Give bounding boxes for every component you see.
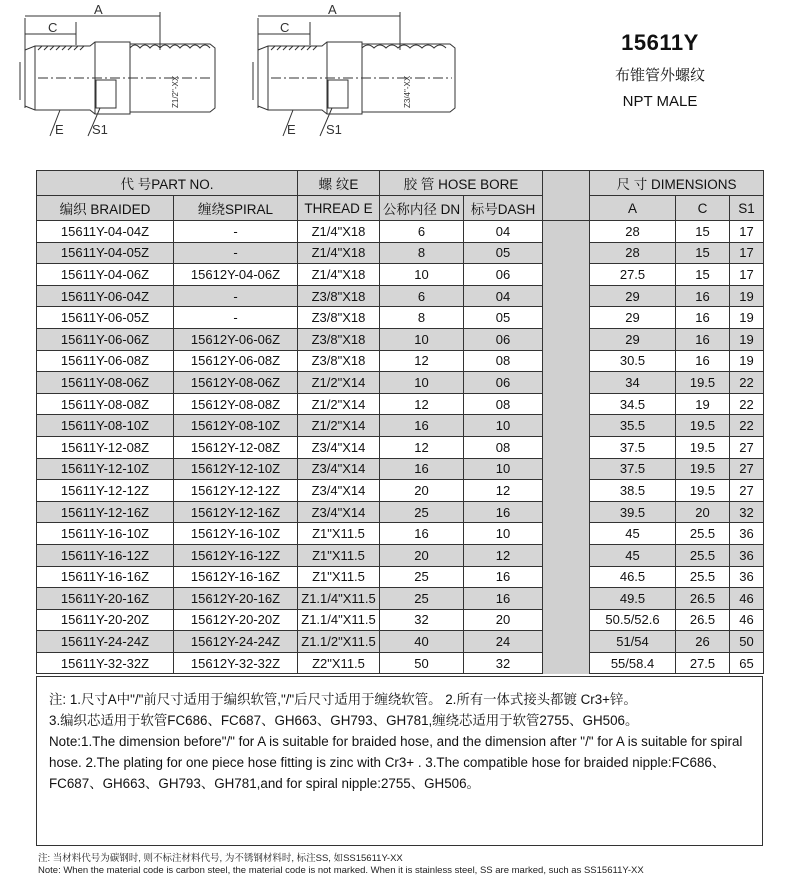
cell-dn: 10: [380, 328, 464, 350]
header-thread-e: THREAD E: [298, 196, 380, 221]
cell-spiral: -: [174, 307, 298, 329]
table-row: [37, 588, 764, 610]
cell-spiral: 15612Y-08-10Z: [174, 415, 298, 437]
cell-dash: 06: [464, 264, 543, 286]
cell-dn: 50: [380, 652, 464, 674]
table-row: [37, 307, 764, 329]
cell-c: 20: [676, 501, 730, 523]
cell-spiral: 15612Y-20-16Z: [174, 588, 298, 610]
header-dn: 公称内径 DN: [380, 196, 464, 221]
cell-thread: Z3/4"X14: [298, 501, 380, 523]
cell-gap: [543, 544, 590, 566]
cell-thread: Z3/8"X18: [298, 285, 380, 307]
cell-c: 27.5: [676, 652, 730, 674]
dim-a-label-2: A: [328, 2, 337, 17]
table-row: [37, 652, 764, 674]
cell-thread: Z3/8"X18: [298, 307, 380, 329]
cell-braided: 15611Y-04-06Z: [37, 264, 174, 286]
table-row: [37, 501, 764, 523]
footer-note-en: Note: When the material code is carbon steel, the material code is not marked. When it is stainless steel, SS are marked, such as SS15611Y-XX: [38, 865, 644, 876]
cell-braided: 15611Y-06-08Z: [37, 350, 174, 372]
cell-spiral: 15612Y-08-06Z: [174, 372, 298, 394]
cell-s1: 17: [730, 221, 764, 243]
cell-s1: 27: [730, 480, 764, 502]
header-spiral: 缠绕SPIRAL: [174, 196, 298, 221]
cell-gap: [543, 221, 590, 243]
cell-gap: [543, 566, 590, 588]
cell-c: 25.5: [676, 566, 730, 588]
cell-thread: Z1/4"X18: [298, 264, 380, 286]
cell-braided: 15611Y-04-04Z: [37, 221, 174, 243]
cell-c: 15: [676, 221, 730, 243]
cell-a: 29: [590, 285, 676, 307]
cell-s1: 36: [730, 523, 764, 545]
cell-thread: Z3/8"X18: [298, 350, 380, 372]
cell-braided: 15611Y-04-05Z: [37, 242, 174, 264]
cell-thread: Z1/4"X18: [298, 221, 380, 243]
cell-dash: 10: [464, 415, 543, 437]
table-row: [37, 631, 764, 653]
cell-dn: 16: [380, 458, 464, 480]
cell-gap: [543, 285, 590, 307]
cell-a: 50.5/52.6: [590, 609, 676, 631]
cell-dn: 20: [380, 480, 464, 502]
cell-s1: 27: [730, 458, 764, 480]
cell-gap: [543, 393, 590, 415]
footer-note-cn: 注: 当材料代号为碳钢时, 则不标注材料代号, 为不锈钢材料时, 标注SS, 如SS15611Y-XX: [38, 853, 403, 864]
cell-braided: 15611Y-16-16Z: [37, 566, 174, 588]
cell-dn: 25: [380, 588, 464, 610]
cell-dn: 20: [380, 544, 464, 566]
cell-dash: 08: [464, 436, 543, 458]
table-row: [37, 436, 764, 458]
cell-thread: Z1/4"X18: [298, 242, 380, 264]
cell-a: 45: [590, 544, 676, 566]
cell-thread: Z1.1/4"X11.5: [298, 609, 380, 631]
cell-spiral: 15612Y-04-06Z: [174, 264, 298, 286]
cell-dn: 12: [380, 436, 464, 458]
cell-c: 19.5: [676, 436, 730, 458]
cell-spiral: 15612Y-20-20Z: [174, 609, 298, 631]
header-braided: 编织 BRAIDED: [37, 196, 174, 221]
cell-spiral: 15612Y-06-06Z: [174, 328, 298, 350]
cell-a: 55/58.4: [590, 652, 676, 674]
table-row: [37, 221, 764, 243]
cell-thread: Z3/8"X18: [298, 328, 380, 350]
table-row: [37, 285, 764, 307]
cell-dash: 12: [464, 544, 543, 566]
cell-c: 26.5: [676, 588, 730, 610]
cell-dn: 40: [380, 631, 464, 653]
product-name-cn: 布锥管外螺纹: [614, 67, 705, 84]
cell-spiral: -: [174, 221, 298, 243]
table-row: [37, 242, 764, 264]
cell-c: 16: [676, 328, 730, 350]
cell-c: 16: [676, 307, 730, 329]
spiral-thread-label: Z3/4"-XX: [403, 75, 412, 108]
header-c: C: [676, 196, 730, 221]
cell-gap: [543, 588, 590, 610]
cell-braided: 15611Y-16-12Z: [37, 544, 174, 566]
cell-thread: Z1/2"X14: [298, 393, 380, 415]
cell-s1: 65: [730, 652, 764, 674]
cell-dash: 10: [464, 458, 543, 480]
cell-spiral: 15612Y-06-08Z: [174, 350, 298, 372]
header-thread-cn: 螺 纹E: [298, 171, 380, 196]
cell-braided: 15611Y-12-10Z: [37, 458, 174, 480]
cell-thread: Z1"X11.5: [298, 544, 380, 566]
cell-a: 30.5: [590, 350, 676, 372]
cell-dash: 20: [464, 609, 543, 631]
cell-dash: 06: [464, 372, 543, 394]
table-row: [37, 328, 764, 350]
cell-gap: [543, 415, 590, 437]
cell-c: 19.5: [676, 480, 730, 502]
fitting-drawings: [0, 0, 540, 160]
cell-s1: 19: [730, 307, 764, 329]
header-dash: 标号DASH: [464, 196, 543, 221]
table-row: [37, 609, 764, 631]
cell-gap: [543, 523, 590, 545]
cell-spiral: 15612Y-12-12Z: [174, 480, 298, 502]
cell-braided: 15611Y-20-20Z: [37, 609, 174, 631]
cell-braided: 15611Y-12-12Z: [37, 480, 174, 502]
table-row: [37, 458, 764, 480]
cell-s1: 19: [730, 285, 764, 307]
dim-s1-label-2: S1: [326, 122, 342, 137]
cell-gap: [543, 264, 590, 286]
cell-s1: 50: [730, 631, 764, 653]
cell-braided: 15611Y-16-10Z: [37, 523, 174, 545]
note-cn-line-2: 3.编织芯适用于软管FC686、FC687、GH663、GH793、GH781,缠绕芯适用于软管2755、GH506。: [49, 713, 639, 728]
cell-c: 16: [676, 350, 730, 372]
cell-a: 49.5: [590, 588, 676, 610]
cell-s1: 17: [730, 264, 764, 286]
cell-thread: Z3/4"X14: [298, 436, 380, 458]
cell-a: 38.5: [590, 480, 676, 502]
table-row: [37, 264, 764, 286]
cell-dn: 8: [380, 307, 464, 329]
dim-c-label-2: C: [280, 20, 290, 35]
cell-c: 25.5: [676, 544, 730, 566]
cell-dash: 08: [464, 393, 543, 415]
cell-braided: 15611Y-06-04Z: [37, 285, 174, 307]
table-row: [37, 393, 764, 415]
cell-gap: [543, 501, 590, 523]
header-gap: [543, 171, 590, 221]
cell-dn: 10: [380, 372, 464, 394]
cell-s1: 17: [730, 242, 764, 264]
cell-gap: [543, 242, 590, 264]
table-row: [37, 544, 764, 566]
cell-s1: 32: [730, 501, 764, 523]
cell-gap: [543, 652, 590, 674]
cell-thread: Z3/4"X14: [298, 458, 380, 480]
cell-dash: 24: [464, 631, 543, 653]
cell-braided: 15611Y-06-06Z: [37, 328, 174, 350]
cell-gap: [543, 372, 590, 394]
cell-s1: 19: [730, 350, 764, 372]
cell-thread: Z1/2"X14: [298, 372, 380, 394]
title-block: [560, 30, 760, 110]
header-a: A: [590, 196, 676, 221]
table-row: [37, 523, 764, 545]
cell-braided: 15611Y-32-32Z: [37, 652, 174, 674]
cell-braided: 15611Y-08-10Z: [37, 415, 174, 437]
dim-a-label: A: [94, 2, 103, 17]
cell-spiral: 15612Y-12-16Z: [174, 501, 298, 523]
cell-a: 45: [590, 523, 676, 545]
cell-thread: Z1"X11.5: [298, 566, 380, 588]
header-hose-bore: 胶 管 HOSE BORE: [380, 171, 543, 196]
cell-c: 19.5: [676, 458, 730, 480]
cell-c: 19.5: [676, 415, 730, 437]
cell-spiral: 15612Y-12-08Z: [174, 436, 298, 458]
dim-s1-label: S1: [92, 122, 108, 137]
cell-c: 19.5: [676, 372, 730, 394]
cell-a: 28: [590, 221, 676, 243]
cell-a: 34.5: [590, 393, 676, 415]
cell-c: 16: [676, 285, 730, 307]
cell-thread: Z1"X11.5: [298, 523, 380, 545]
cell-s1: 46: [730, 609, 764, 631]
cell-a: 46.5: [590, 566, 676, 588]
cell-a: 29: [590, 328, 676, 350]
header-part-no: 代 号PART NO.: [37, 171, 298, 196]
dim-e-label: E: [55, 122, 64, 137]
cell-dn: 25: [380, 566, 464, 588]
table-row: [37, 372, 764, 394]
cell-dash: 05: [464, 242, 543, 264]
header-dimensions: 尺 寸 DIMENSIONS: [590, 171, 764, 196]
spec-table-body: [37, 221, 764, 674]
cell-spiral: 15612Y-08-08Z: [174, 393, 298, 415]
cell-a: 37.5: [590, 458, 676, 480]
cell-dn: 6: [380, 285, 464, 307]
cell-braided: 15611Y-24-24Z: [37, 631, 174, 653]
cell-a: 35.5: [590, 415, 676, 437]
cell-s1: 22: [730, 372, 764, 394]
cell-thread: Z1/2"X14: [298, 415, 380, 437]
product-code: 15611Y: [621, 30, 699, 55]
cell-a: 34: [590, 372, 676, 394]
notes-box: [36, 676, 763, 846]
cell-dn: 6: [380, 221, 464, 243]
cell-spiral: -: [174, 285, 298, 307]
cell-dash: 04: [464, 285, 543, 307]
cell-spiral: 15612Y-16-12Z: [174, 544, 298, 566]
cell-s1: 36: [730, 566, 764, 588]
cell-gap: [543, 480, 590, 502]
cell-braided: 15611Y-08-08Z: [37, 393, 174, 415]
cell-s1: 27: [730, 436, 764, 458]
cell-gap: [543, 307, 590, 329]
product-name-en: NPT MALE: [622, 93, 698, 110]
cell-gap: [543, 436, 590, 458]
cell-s1: 19: [730, 328, 764, 350]
footer-note: [38, 853, 644, 877]
cell-thread: Z2"X11.5: [298, 652, 380, 674]
cell-c: 26: [676, 631, 730, 653]
cell-s1: 36: [730, 544, 764, 566]
note-cn-line-1: 注: 1.尺寸A中"/"前尺寸适用于编织软管,"/"后尺寸适用于缠绕软管。 2.所有一体式接头都镀 Cr3+锌。: [49, 692, 637, 707]
cell-dash: 08: [464, 350, 543, 372]
cell-gap: [543, 609, 590, 631]
cell-dash: 04: [464, 221, 543, 243]
cell-dn: 12: [380, 350, 464, 372]
cell-a: 27.5: [590, 264, 676, 286]
cell-c: 15: [676, 264, 730, 286]
cell-c: 25.5: [676, 523, 730, 545]
cell-dn: 10: [380, 264, 464, 286]
cell-dash: 16: [464, 501, 543, 523]
note-en: Note:1.The dimension before"/" for A is suitable for braided hose, and the dimension after "/" for A is suitable for spiral hose. 2.The plating for one piece hose fitting is zinc with Cr3+ . 3.The compatible hose for braided nipple:FC686、FC687、GH663、GH793、GH781,and for spiral nipple:2755、GH506。: [49, 734, 743, 791]
braided-thread-label: Z1/2"-XX: [171, 75, 180, 108]
table-row: [37, 480, 764, 502]
cell-braided: 15611Y-20-16Z: [37, 588, 174, 610]
cell-thread: Z1.1/4"X11.5: [298, 588, 380, 610]
header-s1: S1: [730, 196, 764, 221]
cell-thread: Z3/4"X14: [298, 480, 380, 502]
cell-gap: [543, 631, 590, 653]
dim-c-label: C: [48, 20, 58, 35]
cell-spiral: 15612Y-32-32Z: [174, 652, 298, 674]
table-row: [37, 415, 764, 437]
cell-spiral: -: [174, 242, 298, 264]
cell-dn: 8: [380, 242, 464, 264]
cell-a: 28: [590, 242, 676, 264]
cell-dn: 16: [380, 415, 464, 437]
cell-gap: [543, 350, 590, 372]
cell-dn: 12: [380, 393, 464, 415]
cell-dash: 05: [464, 307, 543, 329]
cell-braided: 15611Y-12-08Z: [37, 436, 174, 458]
cell-spiral: 15612Y-24-24Z: [174, 631, 298, 653]
cell-dn: 16: [380, 523, 464, 545]
cell-braided: 15611Y-08-06Z: [37, 372, 174, 394]
cell-gap: [543, 328, 590, 350]
cell-s1: 22: [730, 415, 764, 437]
cell-gap: [543, 458, 590, 480]
cell-spiral: 15612Y-16-16Z: [174, 566, 298, 588]
cell-dn: 32: [380, 609, 464, 631]
cell-dash: 12: [464, 480, 543, 502]
cell-spiral: 15612Y-12-10Z: [174, 458, 298, 480]
cell-c: 15: [676, 242, 730, 264]
cell-dn: 25: [380, 501, 464, 523]
table-row: [37, 566, 764, 588]
cell-dash: 16: [464, 566, 543, 588]
cell-dash: 16: [464, 588, 543, 610]
cell-spiral: 15612Y-16-10Z: [174, 523, 298, 545]
cell-a: 29: [590, 307, 676, 329]
cell-s1: 46: [730, 588, 764, 610]
cell-thread: Z1.1/2"X11.5: [298, 631, 380, 653]
cell-a: 51/54: [590, 631, 676, 653]
cell-dash: 06: [464, 328, 543, 350]
spec-table: [36, 170, 764, 674]
cell-dash: 32: [464, 652, 543, 674]
dim-e-label-2: E: [287, 122, 296, 137]
table-row: [37, 350, 764, 372]
cell-braided: 15611Y-06-05Z: [37, 307, 174, 329]
cell-c: 26.5: [676, 609, 730, 631]
cell-braided: 15611Y-12-16Z: [37, 501, 174, 523]
cell-a: 39.5: [590, 501, 676, 523]
cell-c: 19: [676, 393, 730, 415]
cell-s1: 22: [730, 393, 764, 415]
cell-a: 37.5: [590, 436, 676, 458]
cell-dash: 10: [464, 523, 543, 545]
